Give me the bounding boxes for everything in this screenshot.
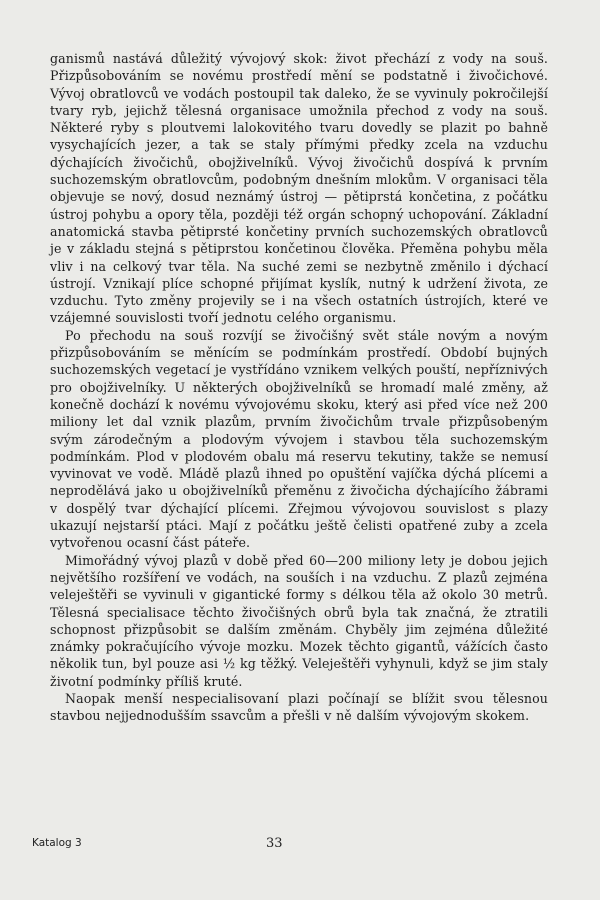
paragraph-3: Mimořádný vývoj plazů v době před 60—200 miliony lety je dobou jejich největšího rozšíření ve vodách, na souších i na vzduchu. Z plazů zejména veleještěři se vyvinuli v gigantické formy s délkou těla až okolo 30 metrů. Tělesná specialisace těchto živočišných obrů byla tak značná, že ztratili schopnost přizpůsobit se dalším změnám. Chyběly jim zejména důležité známky pokračujícího vývoje mozku. Mozek těchto gigantů, vážících často několik tun, byl pouze asi ½ kg těžký. Veleještěři vyhynuli, když se jim staly životní podmínky příliš kruté. [50, 552, 548, 689]
page-footer [0, 837, 600, 857]
page-number: 33 [266, 836, 283, 851]
paragraph-4: Naopak menší nespecialisovaní plazi počínají se blížit svou tělesnou stavbou nejjednodušším ssavcům a přešli v ně dalším vývojovým skokem. [50, 690, 548, 724]
paragraph-2: Po přechodu na souš rozvíjí se živočišný svět stále novým a novým přizpůsobováním se měnícím se podmínkám prostředí. Období bujných suchozemských vegetací je vystřídáno vznikem velkých pouští, nepříznivých pro obojživelníky. U některých obojživelníků se hromadí malé změny, až konečně dochází k novému vývojovému skoku, který asi před více než 200 miliony let dal vznik plazům, prvním živočichům trvale přizpůsobeným svým zárodečným a plodovým vývojem i stavbou těla suchozemským podmínkám. Plod v plodovém obalu má reservu tekutiny, takže se nemusí vyvinovat ve vodě. Mládě plazů ihned po opuštění vajíčka dýchá plícemi a neprodělává jako u obojživelníků přeměnu z živočicha dýchajícího žábrami v dospělý tvar dýchající plícemi. Zřejmou vývojovou souvislost s plazy ukazují nejstarší ptáci. Mají z počátku ještě čelisti opatřené zuby a zcela vytvořenou ocasní část páteře. [50, 327, 548, 551]
paragraph-1: ganismů nastává důležitý vývojový skok: život přechází z vody na souš. Přizpůsobováním se novému prostředí mění se podstatně i živočichové. Vývoj obratlovců ve vodách postoupil tak daleko, že se vyvinuly pokročilejší tvary ryb, jejichž tělesná organisace umožnila přechod z vody na souš. Některé ryby s ploutvemi lalokovitého tvaru dovedly se plazit po bahně vysychajících jezer, a tak se staly přímými předky zcela na vzduchu dýchajících živočichů, obojživelníků. Vývoj živočichů dospívá k prvním suchozemským obratlovcům, podobným dnešním mlokům. V organisaci těla objevuje se nový, dosud neznámý ústroj — pětiprstá končetina, z počátku ústroj pohybu a opory těla, později též orgán schopný uchopování. Základní anatomická stavba pětiprsté končetiny prvních suchozemských obratlovců je v základu stejná s pětiprstou končetinou člověka. Přeměna pohybu měla vliv i na celkový tvar těla. Na suché zemi se nezbytně změnilo i dýchací ústrojí. Vznikají plíce schopné přijímat kyslík, nutný k udržení života, ze vzduchu. Tyto změny projevily se i na všech ostatních ústrojích, které ve vzájemné souvislosti tvoří jednotu celého organismu. [50, 51, 548, 326]
body-text [50, 50, 548, 725]
catalog-label: Katalog 3 [32, 837, 82, 849]
